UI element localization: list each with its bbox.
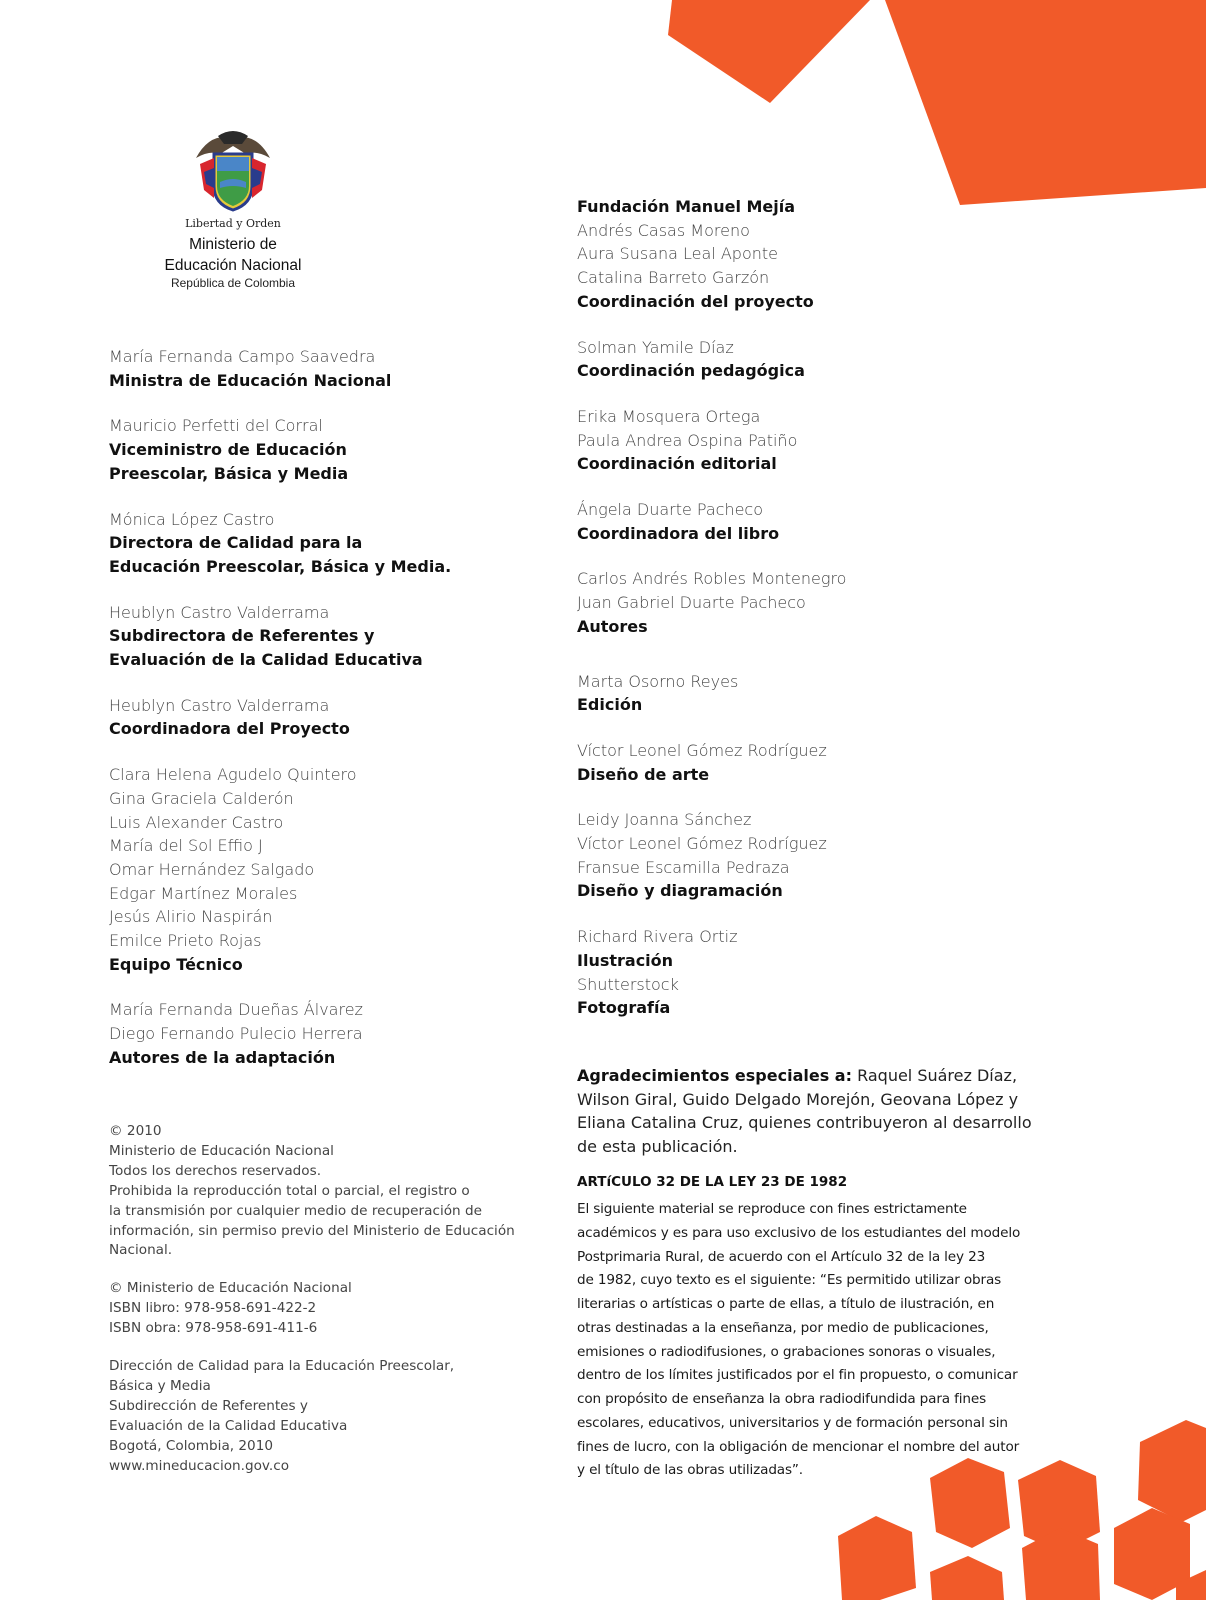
legal-line: información, sin permiso previo del Ministerio de Educación (109, 1222, 515, 1239)
credit-role: Diseño y diagramación (577, 881, 783, 901)
republic-name: República de Colombia (170, 276, 296, 290)
organization-name: Fundación Manuel Mejía (577, 197, 796, 216)
credit-block (109, 601, 549, 672)
credit-name: Heublyn Castro Valderrama (109, 602, 330, 622)
article-line: escolares, educativos, universitarios y de formación personal sin (577, 1414, 1008, 1431)
legal-line: Subdirección de Referentes y (109, 1397, 308, 1414)
acknowledgements-line: Agradecimientos especiales a: Raquel Suárez Díaz, (577, 1066, 1018, 1085)
credit-block (109, 763, 549, 976)
credit-name: Jesús Alirio Naspirán (109, 907, 273, 927)
copyright-paragraph (109, 1122, 549, 1261)
isbn-paragraph (109, 1279, 549, 1339)
credit-name: Ángela Duarte Pacheco (577, 500, 764, 520)
acknowledgements-line: Eliana Catalina Cruz, quienes contribuyeron al desarrollo (577, 1113, 1032, 1133)
credit-block (577, 670, 1027, 717)
credit-role: Educación Preescolar, Básica y Media. (109, 556, 452, 576)
credit-role: Autores de la adaptación (109, 1047, 336, 1067)
article-line: El siguiente material se reproduce con fines estrictamente (577, 1201, 967, 1217)
credit-block (577, 195, 1027, 219)
article-line: y el título de las obras utilizadas”. (577, 1462, 803, 1479)
legal-line: © 2010 (109, 1123, 162, 1139)
credit-role: Ministra de Educación Nacional (109, 370, 392, 390)
legal-line: ISBN libro: 978-958-691-422-2 (109, 1300, 317, 1317)
article-line: emisiones o radiodifusiones, o grabaciones sonoras o visuales, (577, 1343, 996, 1360)
legal-line: ISBN obra: 978-958-691-411-6 (109, 1320, 318, 1337)
legal-line: Básica y Media (109, 1377, 211, 1394)
credit-block (577, 739, 1027, 786)
credit-block (109, 998, 549, 1069)
credit-name: Luis Alexander Castro (109, 812, 284, 832)
hexagon-shape (838, 1516, 916, 1600)
credit-name: Catalina Barreto Garzón (577, 268, 770, 288)
legal-notice (109, 1122, 549, 1495)
top-orange-shape (668, 0, 870, 103)
publisher-paragraph (109, 1357, 549, 1476)
credit-role: Coordinadora del libro (577, 523, 780, 543)
credit-name: Marta Osorno Reyes (577, 671, 739, 691)
website-link[interactable]: www.mineducacion.gov.co (109, 1457, 290, 1474)
legal-line: Prohibida la reproducción total o parcial, el registro o (109, 1182, 470, 1199)
credit-role: Subdirectora de Referentes y (109, 626, 375, 646)
legal-line: © Ministerio de Educación Nacional (109, 1280, 352, 1297)
credit-block (577, 498, 1027, 545)
credit-role: Edición (577, 695, 643, 715)
credit-name: Shutterstock (577, 974, 679, 994)
credit-name: Fransue Escamilla Pedraza (577, 857, 790, 877)
article-line: fines de lucro, con la obligación de mencionar el nombre del autor (577, 1438, 1020, 1455)
credit-role: Fotografía (577, 998, 671, 1018)
credit-name: Richard Rivera Ortiz (577, 927, 738, 947)
credit-block (109, 694, 549, 741)
credit-name: María Fernanda Dueñas Álvarez (109, 1000, 363, 1020)
credit-name: Víctor Leonel Gómez Rodríguez (577, 834, 827, 854)
credit-block (577, 567, 1027, 638)
ministry-name: Ministerio de Educación Nacional (164, 236, 302, 274)
credit-role: Evaluación de la Calidad Educativa (109, 650, 423, 670)
hexagon-shape (930, 1556, 1004, 1600)
credit-name: Omar Hernández Salgado (109, 859, 315, 879)
credit-block (109, 414, 549, 485)
credit-name: Carlos Andrés Robles Montenegro (577, 569, 847, 589)
credit-name: Heublyn Castro Valderrama (109, 695, 330, 715)
credit-name: Leidy Joanna Sánchez (577, 810, 752, 830)
credit-name: Mauricio Perfetti del Corral (109, 416, 323, 436)
law-article (577, 1172, 1027, 1483)
acknowledgements (577, 1064, 1032, 1159)
acknowledgements-lead: Agradecimientos especiales a: (577, 1066, 852, 1085)
legal-line: Todos los derechos reservados. (109, 1162, 322, 1179)
credit-role: Coordinadora del Proyecto (109, 719, 350, 739)
article-line: académicos y es para uso exclusivo de los estudiantes del modelo (577, 1224, 1021, 1241)
credit-name: Víctor Leonel Gómez Rodríguez (577, 740, 827, 760)
credit-block (577, 219, 1027, 314)
coat-of-arms-icon (190, 128, 276, 216)
credit-role: Coordinación editorial (577, 454, 777, 474)
credit-name: Erika Mosquera Ortega (577, 406, 761, 426)
credit-role: Diseño de arte (577, 764, 710, 784)
credit-role: Preescolar, Básica y Media (109, 463, 349, 483)
credit-name: Clara Helena Agudelo Quintero (109, 765, 357, 785)
right-credits (577, 195, 1027, 1020)
credit-name: Edgar Martínez Morales (109, 883, 298, 903)
credit-role: Equipo Técnico (109, 954, 243, 974)
logo-motto: Libertad y Orden (185, 217, 281, 230)
top-orange-shape (885, 0, 1206, 205)
credit-name: Gina Graciela Calderón (109, 788, 294, 808)
legal-line: Dirección de Calidad para la Educación Preescolar, (109, 1358, 455, 1375)
credit-role: Coordinación pedagógica (577, 361, 805, 381)
credit-name: Aura Susana Leal Aponte (577, 244, 778, 264)
hexagon-shape (1138, 1420, 1206, 1522)
legal-line: la transmisión por cualquier medio de recuperación de (109, 1202, 482, 1219)
left-credits (109, 345, 549, 1092)
legal-line: Ministerio de Educación Nacional (109, 1142, 334, 1159)
ministry-logo (150, 128, 316, 290)
credit-name: Mónica López Castro (109, 509, 275, 529)
acknowledgements-line: Wilson Giral, Guido Delgado Morejón, Geovana López y (577, 1089, 1019, 1109)
legal-line: Bogotá, Colombia, 2010 (109, 1437, 274, 1454)
article-line: otras destinadas a la enseñanza, por medio de publicaciones, (577, 1319, 989, 1336)
credit-name: Juan Gabriel Duarte Pacheco (577, 593, 806, 613)
credit-block (109, 345, 549, 392)
credit-role: Viceministro de Educación (109, 440, 347, 460)
credit-name: Diego Fernando Pulecio Herrera (109, 1024, 363, 1044)
credit-block (577, 405, 1027, 476)
credit-name: Solman Yamile Díaz (577, 337, 734, 357)
credit-block (577, 808, 1027, 903)
credit-name: María Fernanda Campo Saavedra (109, 347, 376, 366)
article-line: Postprimaria Rural, de acuerdo con el Artículo 32 de la ley 23 (577, 1248, 986, 1265)
legal-line: Evaluación de la Calidad Educativa (109, 1417, 348, 1434)
credit-name: Emilce Prieto Rojas (109, 931, 262, 951)
credit-name: Andrés Casas Moreno (577, 220, 750, 240)
credit-role: Coordinación del proyecto (577, 291, 814, 311)
credit-role: Ilustración (577, 950, 674, 970)
article-line: dentro de los límites justificados por el fin propuesto, o comunicar (577, 1367, 1018, 1384)
article-title: ARTíCULO 32 DE LA LEY 23 DE 1982 (577, 1174, 848, 1190)
credit-name: Paula Andrea Ospina Patiño (577, 430, 798, 450)
legal-line: Nacional. (109, 1242, 173, 1259)
credit-block (109, 508, 549, 579)
article-line: de 1982, cuyo texto es el siguiente: “Es permitido utilizar obras (577, 1272, 1002, 1289)
credit-block (577, 336, 1027, 383)
credit-block (577, 925, 1027, 972)
credit-name: María del Sol Effio J (109, 836, 263, 856)
acknowledgements-line: de esta publicación. (577, 1137, 738, 1157)
credit-role: Directora de Calidad para la (109, 533, 363, 553)
article-line: literarias o artísticas o parte de ellas, a título de ilustración, en (577, 1296, 995, 1312)
credit-block (577, 973, 1027, 1020)
credit-role: Autores (577, 616, 648, 636)
article-line: con propósito de enseñanza la obra radiodifundida para fines (577, 1391, 987, 1407)
